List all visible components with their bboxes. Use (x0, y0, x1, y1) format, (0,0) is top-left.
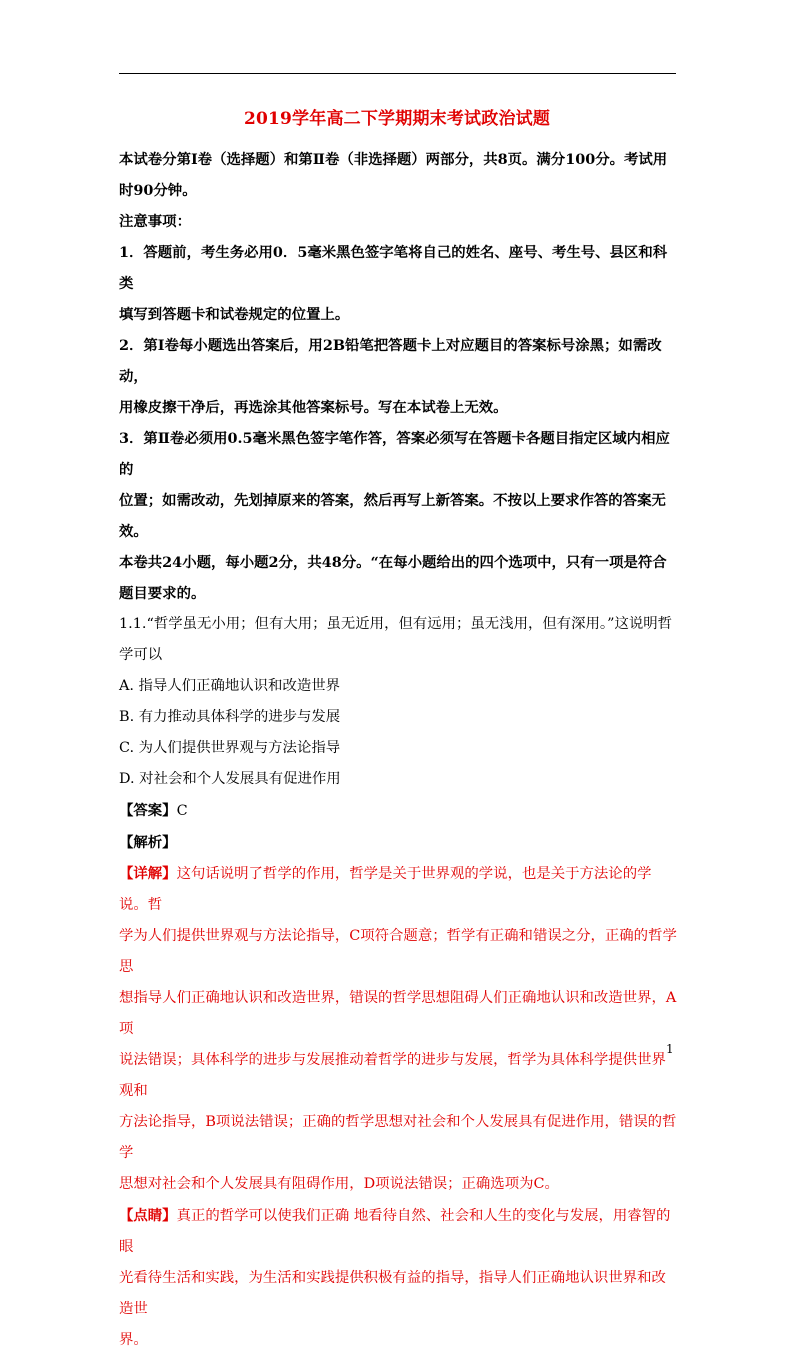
detail-line-3: 想指导人们正确地认识和改造世界，错误的哲学思想阻碍人们正确地认识和改造世界，A项 (119, 990, 677, 1037)
option-a: A. 指导人们正确地认识和改造世界 (119, 678, 341, 694)
analysis-label: 【解析】 (119, 834, 177, 851)
notice-heading: 注意事项： (119, 213, 191, 230)
tip-line-2: 光看待生活和实践，为生活和实践提供积极有益的指导，指导人们正确地认识世界和改造世 (119, 1270, 666, 1317)
page-number: 1 (666, 1042, 674, 1056)
answer-label: 【答案】 (119, 802, 177, 819)
detail-line-2: 学为人们提供世界观与方法论指导，C项符合题意；哲学有正确和错误之分，正确的哲学思 (119, 928, 677, 975)
header-rule (119, 73, 676, 74)
tip-label: 【点睛】 (119, 1207, 177, 1224)
tip-text-1: 真正的哲学可以使我们正确 地看待自然、社会和人生的变化与发展，用睿智的眼 (119, 1208, 671, 1255)
detail-label: 【详解】 (119, 865, 177, 882)
option-c: C. 为人们提供世界观与方法论指导 (119, 740, 341, 756)
notice-item-1-line-2: 填写到答题卡和试卷规定的位置上。 (119, 306, 350, 323)
detail-line-1 (119, 858, 679, 921)
notice-item-2-line-1: 2．第Ⅰ卷每小题选出答案后，用2B铅笔把答题卡上对应题目的答案标号涂黑；如需改动， (119, 337, 662, 385)
detail-line-5: 方法论指导，B项说法错误；正确的哲学思想对社会和个人发展具有促进作用，错误的哲学 (119, 1114, 677, 1161)
document-body (119, 144, 679, 1356)
tip-line-3: 界。 (119, 1332, 148, 1348)
intro-line-1: 本试卷分第Ⅰ卷（选择题）和第Ⅱ卷（非选择题）两部分，共8页。满分100分。考试用 (119, 151, 668, 168)
section-instructions-line-2: 题目要求的。 (119, 585, 206, 602)
option-d: D. 对社会和个人发展具有促进作用 (119, 771, 341, 787)
notice-item-3-line-1: 3．第Ⅱ卷必须用0.5毫米黑色签字笔作答，答案必须写在答题卡各题目指定区域内相应的 (119, 430, 670, 478)
section-instructions-line-1: 本卷共24小题，每小题2分，共48分。“在每小题给出的四个选项中，只有一项是符合 (119, 554, 667, 571)
notice-item-3-line-2: 位置；如需改动，先划掉原来的答案，然后再写上新答案。不按以上要求作答的答案无效。 (119, 492, 666, 540)
detail-line-6: 思想对社会和个人发展具有阻碍作用，D项说法错误；正确选项为C。 (119, 1176, 559, 1192)
detail-text-1: 这句话说明了哲学的作用，哲学是关于世界观的学说，也是关于方法论的学说。哲 (119, 866, 652, 913)
page-title: 2019学年高二下学期期末考试政治试题 (243, 109, 551, 129)
question-stem-line-2: 学可以 (119, 647, 163, 663)
answer-value: C (176, 803, 188, 819)
question-stem-line-1: 1.1.“哲学虽无小用；但有大用；虽无近用，但有远用；虽无浅用，但有深用。”这说明哲 (119, 616, 673, 632)
option-b: B. 有力推动具体科学的进步与发展 (119, 709, 341, 725)
detail-line-4: 说法错误；具体科学的进步与发展推动着哲学的进步与发展，哲学为具体科学提供世界观和 (119, 1052, 666, 1099)
tip-line-1 (119, 1200, 679, 1263)
notice-item-2-line-2: 用橡皮擦干净后，再选涂其他答案标号。写在本试卷上无效。 (119, 399, 508, 416)
intro-line-2: 时90分钟。 (119, 182, 197, 199)
notice-item-1-line-1: 1．答题前，考生务必用0．5毫米黑色签字笔将自己的姓名、座号、考生号、县区和科类 (119, 244, 668, 292)
answer-line (119, 795, 679, 827)
